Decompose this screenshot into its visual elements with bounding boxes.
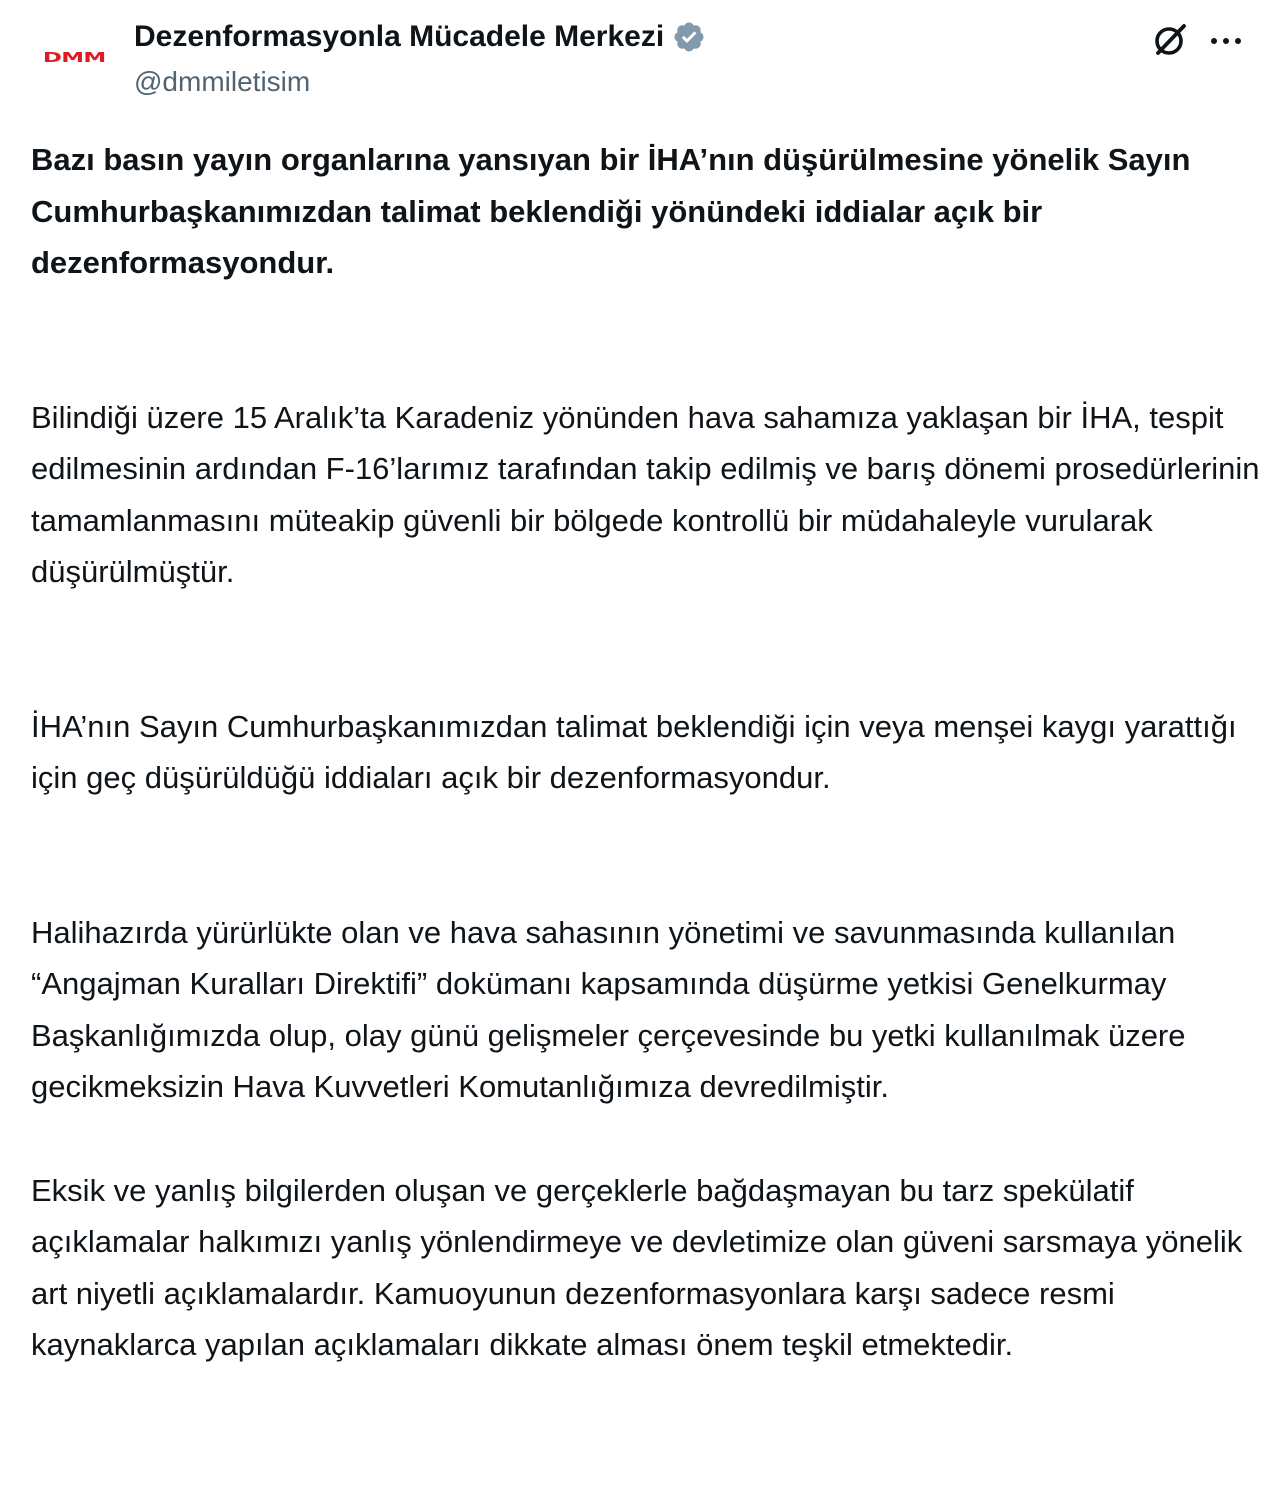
verified-badge-icon: [672, 20, 706, 54]
handle[interactable]: @dmmiletisim: [134, 66, 311, 97]
avatar-logo-text: DMM: [42, 50, 106, 66]
more-options-icon[interactable]: [1206, 24, 1246, 56]
paragraph-spacer: [31, 289, 1261, 392]
post-paragraph-3: Halihazırda yürürlükte olan ve hava sahasının yönetimi ve savunmasında kullanılan “Angajman Kuralları Direktifi” dokümanı kapsamında düşürme yetkisi Genelkurmay Başkanlığımızda olup, olay günü gelişmeler çerçevesinde bu yetki kullanılmak üzere gecikmeksizin Hava Kuvvetleri Komutanlığımıza devredilmiştir.: [31, 914, 1186, 1104]
paragraph-spacer: [31, 804, 1261, 907]
post-paragraph-4: Eksik ve yanlış bilgilerden oluşan ve gerçeklerle bağdaşmayan bu tarz spekülatif açıklamalar halkımızı yanlış yönlendirmeye ve devletimize olan güveni sarsmaya yönelik art niyetli açıklamalardır. Kamuoyunun dezenformasyonlara karşı sadece resmi kaynaklarca yapılan açıklamaları dikkate alması önem teşkil etmektedir.: [31, 1172, 1243, 1362]
paragraph-spacer: [31, 1113, 1261, 1165]
display-name-text: Dezenformasyonla Mücadele Merkezi: [134, 20, 665, 53]
grok-icon[interactable]: [1150, 20, 1190, 60]
post-paragraph-1: Bilindiği üzere 15 Aralık’ta Karadeniz yönünden hava sahamıza yaklaşan bir İHA, tespit edilmesinin ardından F-16’larımız tarafından takip edilmiş ve barış dönemi prosedürlerinin tamamlanmasını müteakip güvenli bir bölgede kontrollü bir müdahaleyle vurularak düşürülmüştür.: [31, 399, 1260, 589]
paragraph-spacer: [31, 598, 1261, 701]
avatar[interactable]: [22, 18, 126, 98]
display-name[interactable]: [134, 20, 706, 54]
post-headline: Bazı basın yayın organlarına yansıyan bir İHA’nın düşürülmesine yönelik Sayın Cumhurbaşkanımızdan talimat beklendiği yönündeki iddialar açık bir dezenformasyondur.: [31, 142, 1191, 280]
post-paragraph-2: İHA’nın Sayın Cumhurbaşkanımızdan talimat beklendiği için veya menşei kaygı yarattığı için geç düşürüldüğü iddiaları açık bir dezenformasyondur.: [31, 708, 1237, 795]
post-header: [0, 0, 1280, 110]
post-text: [31, 134, 1261, 1371]
